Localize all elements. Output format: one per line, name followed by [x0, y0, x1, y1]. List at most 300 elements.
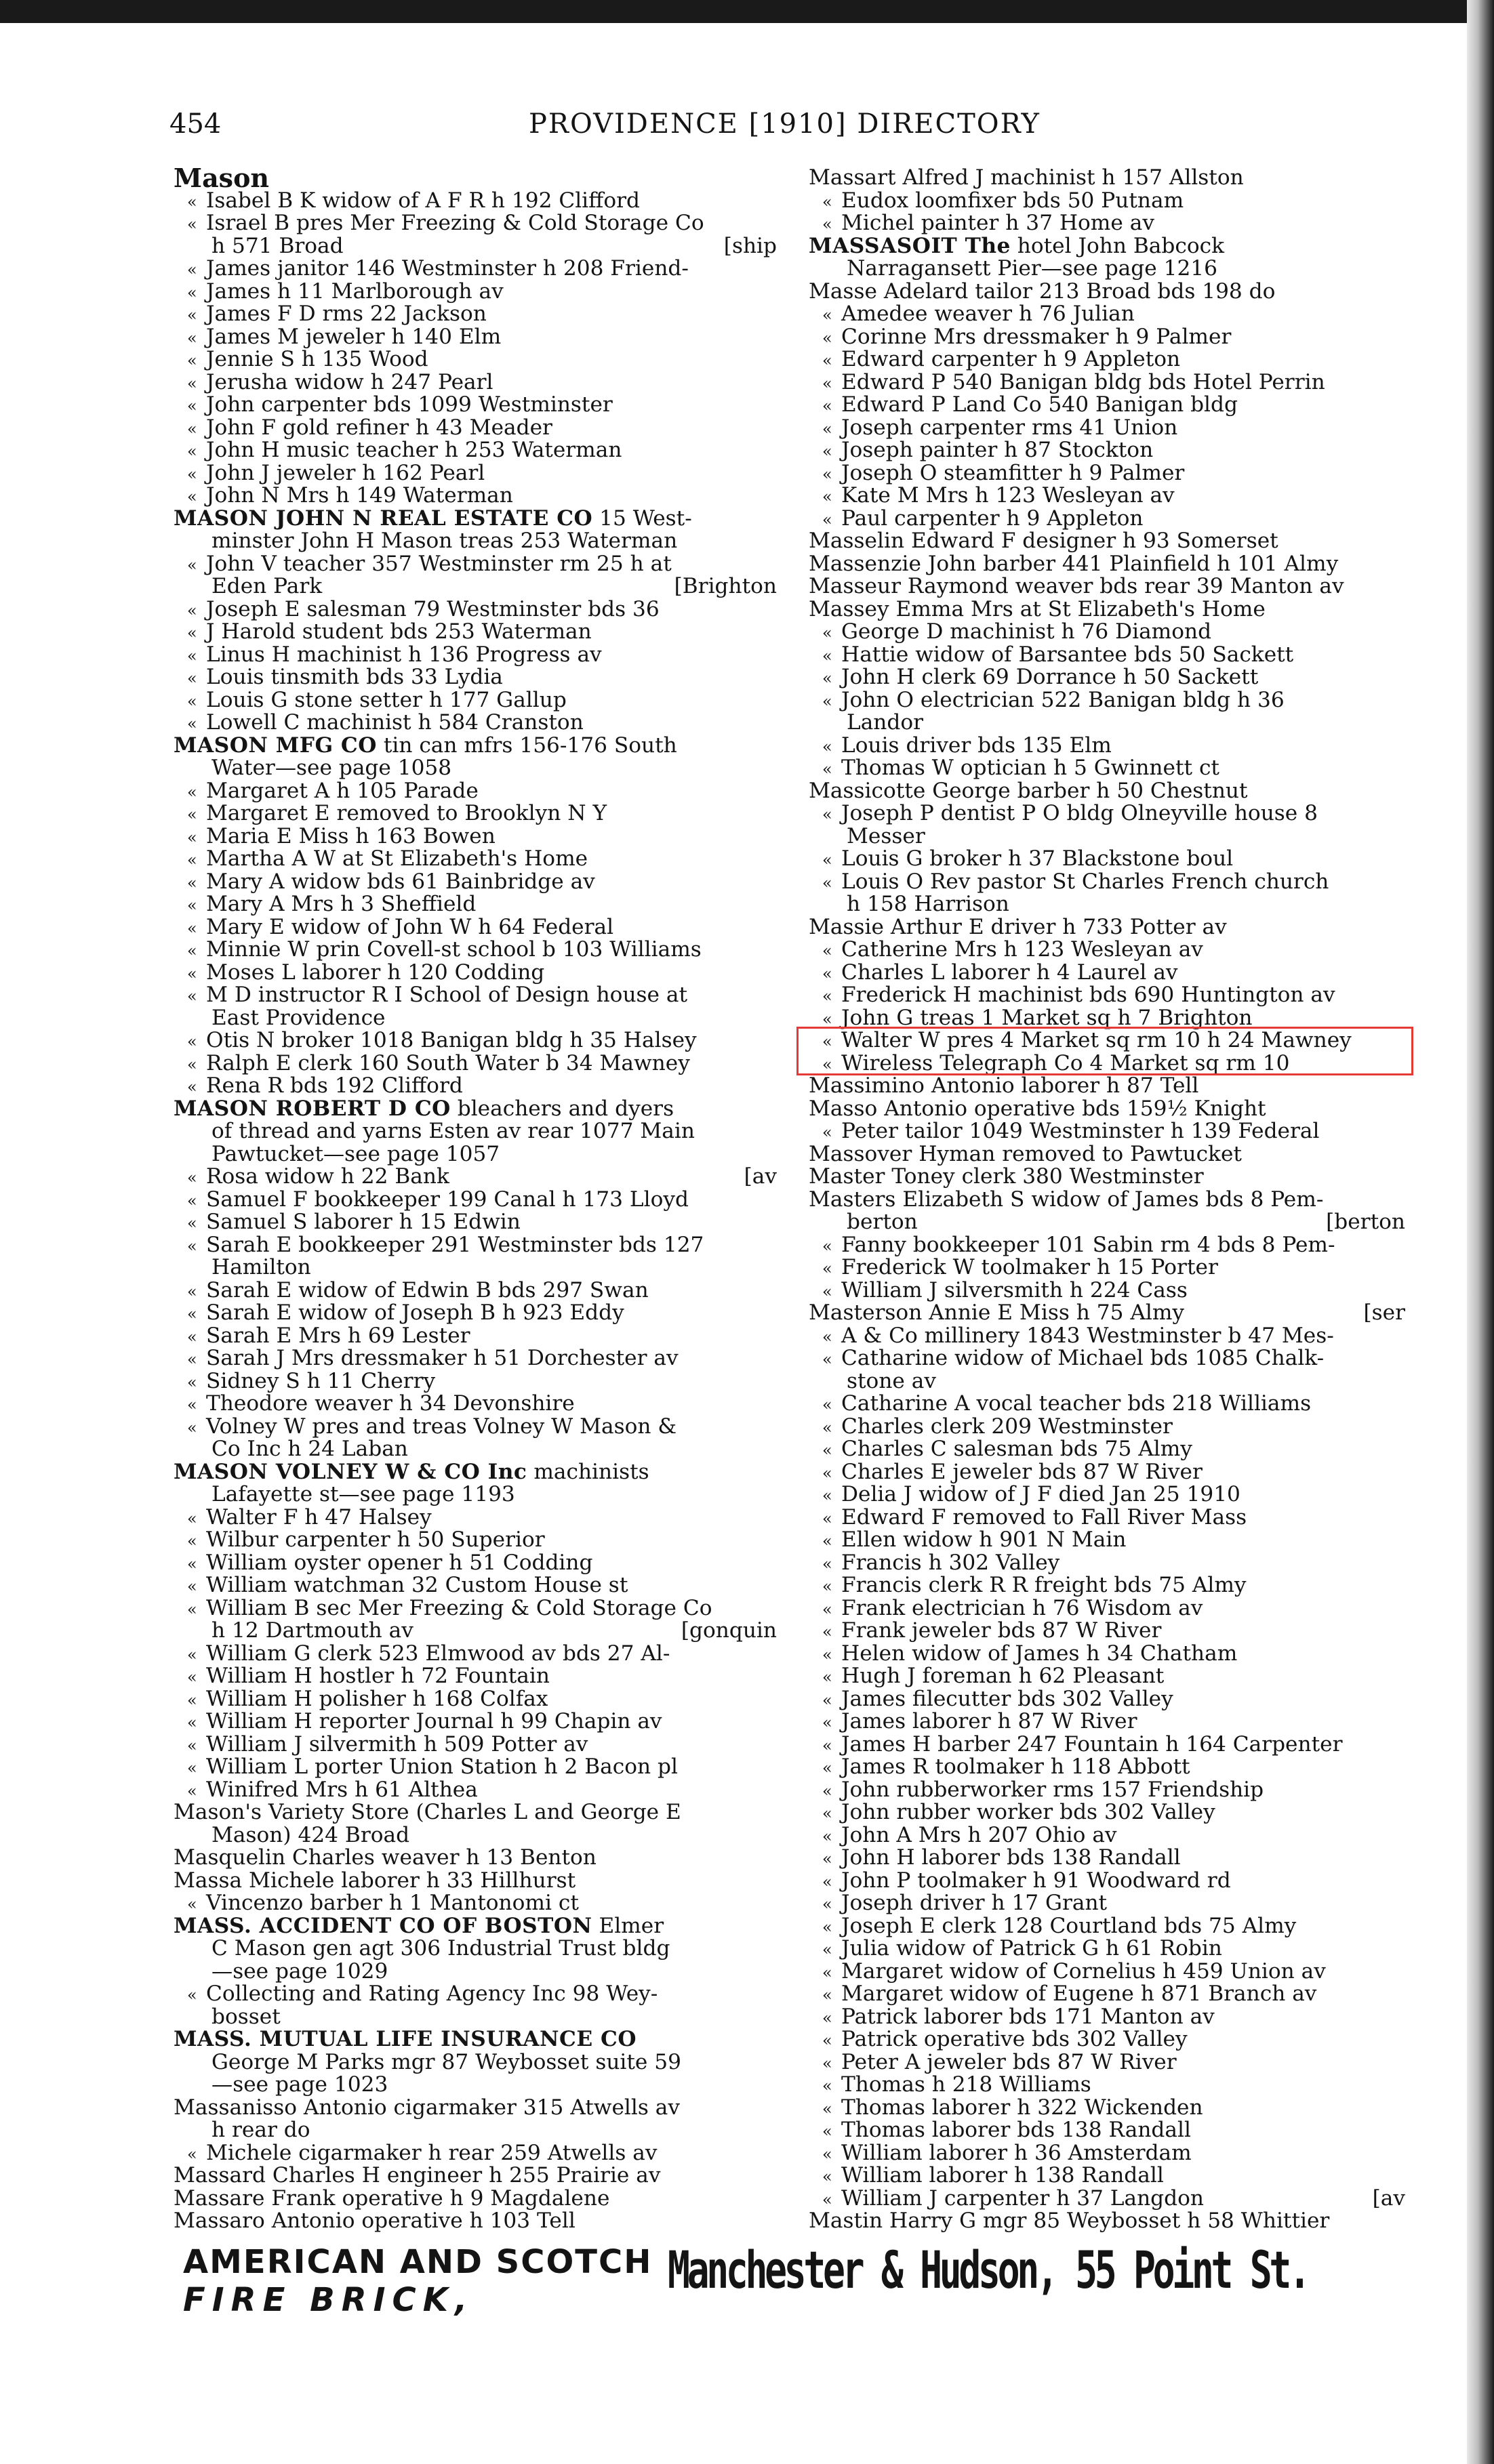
entry-text: Massicotte George barber h 50 Chestnut [809, 778, 1248, 803]
directory-entry [809, 462, 1405, 485]
entry-text: Delia J widow of J F died Jan 25 1910 [841, 1482, 1240, 1506]
ad-company-name: Manchester & Hudson, 55 Point St. [668, 2240, 1308, 2300]
directory-entry [174, 281, 777, 304]
ditto-mark: « [822, 1895, 832, 1914]
entry-text: Margaret E removed to Brooklyn N Y [206, 801, 607, 825]
directory-entry [174, 1234, 777, 1257]
directory-entry [174, 984, 777, 1007]
entry-text: Frank electrician h 76 Wisdom av [841, 1595, 1203, 1620]
ditto-mark: « [187, 396, 197, 415]
directory-entry [809, 190, 1405, 213]
entry-text: of thread and yarns Esten av rear 1077 Main [211, 1119, 695, 1143]
ditto-mark: « [822, 2167, 832, 2186]
ditto-mark: « [822, 1826, 832, 1846]
directory-entry [809, 1983, 1405, 2006]
ditto-mark: « [822, 1622, 832, 1641]
entry-text: Catharine A vocal teacher bds 218 Williams [841, 1391, 1312, 1416]
directory-entry [174, 1756, 777, 1779]
entry-text-tail: 15 West- [592, 506, 692, 531]
directory-entry [809, 553, 1405, 576]
ditto-mark: « [187, 1554, 197, 1574]
directory-entry [809, 1870, 1405, 1893]
directory-entry [809, 1302, 1405, 1325]
ditto-mark: « [822, 1327, 832, 1347]
ditto-mark: « [187, 260, 197, 279]
directory-entry [809, 508, 1405, 531]
entry-text: Isabel B K widow of A F R h 192 Clifford [206, 188, 640, 213]
directory-entry [174, 1393, 777, 1416]
ditto-mark: « [187, 1236, 197, 1256]
entry-overflow-text: [av [744, 1164, 777, 1189]
directory-entry [174, 235, 777, 258]
entry-text: Massard Charles H engineer h 255 Prairie av [174, 2163, 661, 2188]
ditto-mark: « [822, 1759, 832, 1778]
directory-entry [174, 530, 777, 553]
entry-text: Paul carpenter h 9 Appleton [841, 506, 1144, 531]
entry-overflow-text: [gonquin [681, 1618, 777, 1643]
directory-entry [174, 2074, 777, 2097]
entry-text: Eden Park [211, 574, 323, 598]
entry-text: Martha A W at St Elizabeth's Home [206, 846, 588, 871]
directory-entry [174, 1120, 777, 1143]
entry-text: Mary A widow bds 61 Bainbridge av [206, 869, 595, 894]
entry-text: berton [847, 1210, 918, 1234]
directory-entry [174, 1075, 777, 1098]
directory-entry [174, 1279, 777, 1302]
directory-entry [809, 1347, 1405, 1370]
entry-text: Walter W pres 4 Market sq rm 10 h 24 Mawney [841, 1028, 1352, 1052]
ditto-mark: « [822, 2190, 832, 2209]
directory-entry [809, 1279, 1405, 1302]
ditto-mark: « [822, 1532, 832, 1551]
directory-entry [174, 1801, 777, 1824]
entry-text: C Mason gen agt 306 Industrial Trust bldg [211, 1936, 670, 1960]
entry-text: Frank jeweler bds 87 W River [841, 1618, 1162, 1643]
directory-entry [174, 1643, 777, 1666]
directory-entry [809, 1325, 1405, 1348]
entry-text: William L porter Union Station h 2 Bacon pl [206, 1754, 678, 1779]
directory-entry [809, 1120, 1405, 1143]
directory-entry [174, 1302, 777, 1325]
ditto-mark: « [822, 419, 832, 438]
entry-overflow-text: [berton [1326, 1210, 1405, 1234]
entry-text: Massie Arthur E driver h 733 Potter av [809, 914, 1227, 939]
ditto-mark: « [187, 873, 197, 892]
ditto-mark: « [187, 896, 197, 915]
entry-text: Jerusha widow h 247 Pearl [206, 369, 493, 394]
entry-text: Francis h 302 Valley [841, 1550, 1060, 1575]
directory-entry [174, 575, 777, 598]
directory-entry [809, 1643, 1405, 1666]
ditto-mark: « [187, 1327, 197, 1347]
entry-text: Margaret A h 105 Parade [206, 778, 479, 803]
directory-entry [174, 1824, 777, 1847]
ditto-mark: « [822, 2144, 832, 2164]
entry-text: John G treas 1 Market sq h 7 Brighton [841, 1005, 1253, 1030]
ditto-mark: « [187, 646, 197, 665]
entry-text: Massenzie John barber 441 Plainfield h 101 Almy [809, 551, 1339, 576]
entry-text: Louis G stone setter h 177 Gallup [206, 687, 567, 712]
directory-entry [809, 2028, 1405, 2051]
directory-entry [809, 1143, 1405, 1166]
ditto-mark: « [187, 987, 197, 1006]
entry-text: William watchman 32 Custom House st [206, 1573, 628, 1597]
entry-text: Massanisso Antonio cigarmaker 315 Atwells av [174, 2095, 680, 2120]
entry-text: Masse Adelard tailor 213 Broad bds 198 do [809, 279, 1276, 304]
ditto-mark: « [187, 464, 197, 484]
entry-overflow-text: [av [1372, 2185, 1405, 2211]
entry-text: Mary A Mrs h 3 Sheffield [206, 892, 477, 916]
entry-text: MASON VOLNEY W & CO Inc [174, 1459, 527, 1484]
directory-entry [809, 848, 1405, 871]
directory-entry [809, 303, 1405, 326]
directory-entry [174, 2142, 777, 2165]
entry-text-tail: machinists [527, 1459, 649, 1484]
directory-entry [809, 916, 1405, 939]
ditto-mark: « [822, 1986, 832, 2005]
entry-text: Massey Emma Mrs at St Elizabeth's Home [809, 596, 1266, 621]
entry-text: Amedee weaver h 76 Julian [841, 302, 1135, 326]
entry-text: Joseph E clerk 128 Courtland bds 75 Almy [841, 1913, 1297, 1938]
directory-entry [809, 1937, 1405, 1960]
entry-text: Charles L laborer h 4 Laurel av [841, 960, 1178, 985]
ditto-mark: « [187, 1645, 197, 1664]
directory-entry [809, 212, 1405, 235]
entry-text: Helen widow of James h 34 Chatham [841, 1641, 1238, 1666]
entry-text: William H hostler h 72 Fountain [206, 1664, 550, 1688]
ditto-mark: « [187, 1077, 197, 1096]
directory-entry [809, 1529, 1405, 1552]
directory-entry [809, 348, 1405, 371]
entry-text: William H reporter Journal h 99 Chapin av [206, 1709, 662, 1733]
entry-text: Charles clerk 209 Westminster [841, 1414, 1173, 1439]
ditto-mark: « [822, 1599, 832, 1619]
entry-text: Masso Antonio operative bds 159½ Knight [809, 1096, 1266, 1121]
directory-entry [809, 1234, 1405, 1257]
entry-text: Louis driver bds 135 Elm [841, 733, 1112, 758]
entry-text: J Harold student bds 253 Waterman [206, 619, 592, 644]
directory-entry [174, 666, 777, 689]
entry-text: Massaro Antonio operative h 103 Tell [174, 2209, 576, 2233]
ditto-mark: « [822, 1554, 832, 1574]
entry-text: James H barber 247 Fountain h 164 Carpenter [841, 1731, 1343, 1757]
directory-entry [174, 326, 777, 349]
entry-text: Maria E Miss h 163 Bowen [206, 823, 496, 848]
ditto-mark: « [187, 691, 197, 711]
directory-entry [809, 1098, 1405, 1121]
entry-text: Wireless Telegraph Co 4 Market sq rm 10 [841, 1050, 1290, 1075]
entry-text: John P toolmaker h 91 Woodward rd [841, 1868, 1231, 1893]
directory-entry [174, 1870, 777, 1893]
entry-text: minster John H Mason treas 253 Waterman [211, 529, 678, 553]
entry-text: Thomas laborer h 322 Wickenden [841, 2095, 1203, 2120]
entry-text: MASON MFG CO [174, 733, 377, 758]
directory-entry [174, 553, 777, 576]
entry-text: Theodore weaver h 34 Devonshire [206, 1391, 575, 1416]
entry-text: James h 11 Marlborough av [206, 279, 504, 304]
directory-entry [809, 825, 1405, 848]
entry-text: Minnie W prin Covell-st school b 103 Williams [206, 937, 702, 962]
entry-text: Lowell C machinist h 584 Cranston [206, 710, 584, 735]
directory-entry [174, 2097, 777, 2120]
entry-text: John rubber worker bds 302 Valley [841, 1800, 1215, 1824]
ditto-mark: « [822, 623, 832, 642]
ditto-mark: « [187, 1668, 197, 1687]
entry-text: Thomas h 218 Williams [841, 2072, 1091, 2097]
entry-text: Masters Elizabeth S widow of James bds 8 Pem- [809, 1187, 1324, 1212]
directory-entry [174, 2006, 777, 2029]
directory-entry [809, 1597, 1405, 1620]
directory-entry [809, 439, 1405, 462]
ditto-mark: « [822, 1123, 832, 1142]
ditto-mark: « [187, 373, 197, 393]
directory-entry [174, 757, 777, 780]
entry-text: MASON ROBERT D CO [174, 1096, 451, 1121]
ditto-mark: « [822, 1736, 832, 1755]
entry-text: John J jeweler h 162 Pearl [206, 460, 485, 485]
entry-text: Moses L laborer h 120 Codding [206, 960, 545, 985]
directory-entry [809, 235, 1405, 258]
ditto-mark: « [822, 941, 832, 960]
directory-entry [809, 1665, 1405, 1688]
ditto-mark: « [822, 1645, 832, 1664]
directory-entry [174, 1143, 777, 1166]
ditto-mark: « [187, 1191, 197, 1210]
entry-text: John O electrician 522 Banigan bldg h 36 [841, 687, 1285, 712]
directory-entry [174, 1620, 777, 1643]
ditto-mark: « [822, 373, 832, 393]
directory-entry [174, 1211, 777, 1234]
directory-entry [174, 916, 777, 939]
directory-entry [809, 2142, 1405, 2165]
directory-entry [174, 1915, 777, 1938]
entry-text: Patrick laborer bds 171 Manton av [841, 2004, 1215, 2029]
ditto-mark: « [187, 1418, 197, 1437]
ditto-mark: « [822, 2099, 832, 2118]
directory-entry [809, 1075, 1405, 1098]
entry-text-tail: Elmer [592, 1913, 664, 1938]
directory-entry [174, 439, 777, 462]
directory-entry [174, 2210, 777, 2233]
entry-text: William B sec Mer Freezing & Cold Storage Co [206, 1595, 712, 1620]
entry-text: Samuel S laborer h 15 Edwin [206, 1210, 521, 1234]
ditto-mark: « [187, 1895, 197, 1914]
directory-entry [174, 1461, 777, 1484]
entry-text: George M Parks mgr 87 Weybosset suite 59 [211, 2049, 681, 2074]
entry-text: Margaret widow of Cornelius h 459 Union av [841, 1958, 1326, 1984]
entry-text: Mason [174, 163, 270, 193]
directory-entry [174, 1529, 777, 1552]
entry-text: Co Inc h 24 Laban [211, 1437, 408, 1461]
entry-text: Massare Frank operative h 9 Magdalene [174, 2185, 610, 2211]
entry-text: Kate M Mrs h 123 Wesleyan av [841, 483, 1175, 508]
ditto-mark: « [822, 1350, 832, 1369]
directory-entry [809, 2210, 1405, 2233]
entry-text: Linus H machinist h 136 Progress av [206, 642, 602, 667]
directory-entry [809, 2185, 1405, 2211]
entry-text: William J silvermith h 509 Potter av [206, 1731, 588, 1757]
entry-text: Narragansett Pier—see page 1216 [847, 256, 1217, 281]
directory-entry [809, 417, 1405, 440]
entry-text: —see page 1029 [211, 1958, 388, 1984]
directory-entry [809, 1620, 1405, 1643]
directory-entry [174, 1892, 777, 1915]
directory-entry [809, 1733, 1405, 1757]
entry-text: Corinne Mrs dressmaker h 9 Palmer [841, 324, 1232, 349]
entry-text: Frederick W toolmaker h 15 Porter [841, 1255, 1218, 1279]
entry-text: John H laborer bds 138 Randall [841, 1845, 1181, 1870]
directory-entry [809, 2051, 1405, 2074]
ditto-mark: « [822, 215, 832, 234]
ditto-mark: « [822, 351, 832, 370]
ditto-mark: « [187, 1599, 197, 1619]
directory-entry [174, 644, 777, 667]
directory-entry [809, 802, 1405, 825]
ditto-mark: « [187, 1350, 197, 1369]
entry-text: Fanny bookkeeper 101 Sabin rm 4 bds 8 Pem- [841, 1232, 1335, 1257]
ditto-mark: « [822, 1032, 832, 1051]
ditto-mark: « [822, 987, 832, 1006]
ditto-mark: « [822, 873, 832, 892]
entry-text: James M jeweler h 140 Elm [206, 324, 502, 349]
entry-text: h 571 Broad [211, 233, 344, 258]
entry-text: William J silversmith h 224 Cass [841, 1277, 1188, 1302]
directory-entry [174, 1552, 777, 1575]
directory-entry [809, 371, 1405, 394]
ditto-mark: « [822, 850, 832, 869]
directory-entry [174, 1960, 777, 1984]
entry-text: Sarah E Mrs h 69 Lester [206, 1323, 470, 1348]
entry-text: Edward F removed to Fall River Mass [841, 1504, 1247, 1529]
ditto-mark: « [187, 669, 197, 688]
directory-entry [174, 1256, 777, 1279]
entry-text: Sidney S h 11 Cherry [206, 1368, 436, 1393]
entry-text: Masselin Edward F designer h 93 Somerset [809, 529, 1278, 553]
directory-entry [174, 417, 777, 440]
entry-text: John N Mrs h 149 Waterman [206, 483, 513, 508]
entry-text: William J carpenter h 37 Langdon [841, 2185, 1204, 2211]
ditto-mark: « [187, 1577, 197, 1596]
directory-entry [809, 1824, 1405, 1847]
right-column [809, 167, 1405, 2233]
entry-text: Sarah E widow of Joseph B h 923 Eddy [206, 1300, 624, 1325]
ditto-mark: « [187, 2144, 197, 2164]
directory-entry [174, 1098, 777, 1121]
ditto-mark: « [822, 1054, 832, 1074]
ditto-mark: « [822, 2076, 832, 2095]
entry-text: Catherine Mrs h 123 Wesleyan av [841, 937, 1203, 962]
entry-text: James filecutter bds 302 Valley [841, 1686, 1173, 1711]
directory-entry [809, 1256, 1405, 1279]
directory-entry [809, 1801, 1405, 1824]
directory-entry [174, 598, 777, 621]
entry-text: h rear do [211, 2118, 310, 2142]
directory-entry [174, 371, 777, 394]
entry-text: Edward P 540 Banigan bldg bds Hotel Perrin [841, 369, 1325, 394]
directory-entry [809, 735, 1405, 758]
ditto-mark: « [822, 510, 832, 529]
entry-text: Patrick operative bds 302 Valley [841, 2027, 1188, 2051]
entry-text: Massart Alfred J machinist h 157 Allston [809, 165, 1244, 190]
entry-text: Israel B pres Mer Freezing & Cold Storage Co [206, 211, 704, 235]
entry-text: Louis O Rev pastor St Charles French church [841, 869, 1329, 894]
ditto-mark: « [187, 1032, 197, 1051]
directory-entry [174, 1574, 777, 1597]
ditto-mark: « [822, 1713, 832, 1732]
entry-text: Peter tailor 1049 Westminster h 139 Federal [841, 1119, 1320, 1143]
entry-text: William oyster opener h 51 Codding [206, 1550, 593, 1575]
directory-entry [174, 508, 777, 531]
directory-entry [809, 1370, 1405, 1393]
directory-entry [174, 190, 777, 213]
ditto-mark: « [822, 1690, 832, 1710]
entry-text: William G clerk 523 Elmwood av bds 27 Al- [206, 1641, 670, 1666]
ditto-mark: « [187, 827, 197, 847]
directory-entry [174, 1847, 777, 1870]
directory-entry [174, 394, 777, 417]
ditto-mark: « [822, 1781, 832, 1801]
directory-entry [809, 575, 1405, 598]
entry-text: —see page 1023 [211, 2072, 388, 2097]
entry-text: MASS. ACCIDENT CO OF BOSTON [174, 1913, 592, 1938]
directory-entry [809, 530, 1405, 553]
directory-entry [174, 1733, 777, 1757]
entry-text: Francis clerk R R freight bds 75 Almy [841, 1573, 1247, 1597]
directory-entry [174, 1052, 777, 1075]
directory-entry [174, 939, 777, 962]
directory-entry [809, 984, 1405, 1007]
ditto-mark: « [822, 1441, 832, 1460]
ditto-mark: « [822, 1281, 832, 1301]
entry-text: Thomas W optician h 5 Gwinnett ct [841, 756, 1219, 780]
directory-entry [809, 2097, 1405, 2120]
directory-entry [809, 1416, 1405, 1439]
ditto-mark: « [187, 215, 197, 234]
entry-text: Masseur Raymond weaver bds rear 39 Manton av [809, 574, 1344, 598]
ditto-mark: « [822, 1009, 832, 1029]
directory-entry [809, 712, 1405, 735]
directory-entry [809, 1688, 1405, 1711]
entry-text: Rena R bds 192 Clifford [206, 1073, 463, 1098]
ditto-mark: « [187, 1759, 197, 1778]
directory-entry [174, 1189, 777, 1212]
entry-text: Joseph P dentist P O bldg Olneyville house 8 [841, 801, 1318, 825]
ditto-mark: « [822, 1804, 832, 1823]
ditto-mark: « [822, 1463, 832, 1483]
directory-entry [174, 2028, 777, 2051]
entry-text: Mason's Variety Store (Charles L and George E [174, 1800, 681, 1824]
ditto-mark: « [822, 1849, 832, 1868]
directory-entry [174, 1506, 777, 1529]
ditto-mark: « [187, 1736, 197, 1755]
directory-entry [809, 1710, 1405, 1733]
entry-text-tail: hotel John Babcock [1010, 233, 1224, 258]
ditto-mark: « [822, 691, 832, 711]
directory-entry [174, 348, 777, 371]
directory-entry [174, 848, 777, 871]
ditto-mark: « [822, 2031, 832, 2050]
ditto-mark: « [187, 850, 197, 869]
directory-entry [809, 598, 1405, 621]
directory-entry [809, 258, 1405, 281]
directory-entry [809, 1960, 1405, 1984]
entry-text: Samuel F bookkeeper 199 Canal h 173 Lloyd [206, 1187, 689, 1212]
ditto-mark: « [822, 306, 832, 325]
entry-text: John F gold refiner h 43 Meader [206, 415, 552, 440]
entry-text: Mastin Harry G mgr 85 Weybosset h 58 Whittier [809, 2209, 1330, 2233]
entry-text: James janitor 146 Westminster h 208 Friend- [206, 256, 689, 281]
directory-entry [174, 2119, 777, 2142]
